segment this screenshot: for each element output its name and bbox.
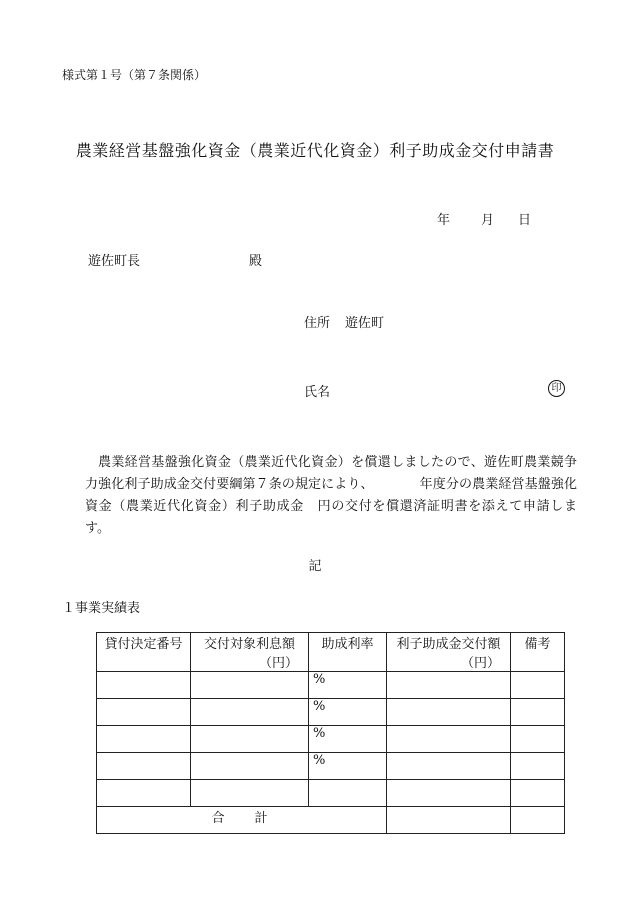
cell[interactable] <box>387 699 511 726</box>
cell[interactable] <box>511 726 565 753</box>
section-title: １事業実績表 <box>62 601 141 616</box>
name-label: 氏名 <box>304 385 331 400</box>
rate-cell[interactable]: % <box>309 672 387 699</box>
cell[interactable] <box>387 672 511 699</box>
date-month: 月 <box>481 213 495 228</box>
cell[interactable] <box>97 726 191 753</box>
total-row <box>97 807 565 834</box>
cell[interactable] <box>387 780 511 807</box>
cell[interactable] <box>191 726 309 753</box>
date-day: 日 <box>518 213 532 228</box>
cell[interactable] <box>97 672 191 699</box>
cell[interactable] <box>511 672 565 699</box>
cell[interactable] <box>511 699 565 726</box>
header-subsidy-rate: 助成利率 <box>309 633 387 672</box>
table-row <box>97 753 565 780</box>
cell[interactable] <box>511 807 565 834</box>
application-body: 農業経営基盤強化資金（農業近代化資金）を償還しましたので、遊佐町農業競争力強化利子助成金交付要綱第７条の規定により、 年度分の農業経営基盤強化資金（農業近代化資金）利子助成金 円の交付を償還済証明書を添えて申請します。 <box>85 455 577 536</box>
total-amount-cell[interactable] <box>387 807 511 834</box>
total-label: 合計 <box>97 807 387 834</box>
table-row <box>97 672 565 699</box>
honorific: 殿 <box>249 254 263 269</box>
cell[interactable] <box>191 672 309 699</box>
cell[interactable] <box>511 780 565 807</box>
cell[interactable] <box>97 780 191 807</box>
cell[interactable] <box>97 699 191 726</box>
cell[interactable] <box>511 753 565 780</box>
cell[interactable] <box>309 780 387 807</box>
header-subsidy-amount: 利子助成金交付額 （円） <box>387 633 511 672</box>
header-interest-amount: 交付対象利息額 （円） <box>191 633 309 672</box>
results-table <box>96 632 565 834</box>
cell[interactable] <box>191 699 309 726</box>
cell[interactable] <box>97 753 191 780</box>
cell[interactable] <box>387 726 511 753</box>
address-label: 住所 <box>304 316 331 331</box>
rate-cell[interactable]: % <box>309 726 387 753</box>
rate-cell[interactable]: % <box>309 753 387 780</box>
table-row <box>97 780 565 807</box>
rate-cell[interactable]: % <box>309 699 387 726</box>
form-number: 様式第１号（第７条関係） <box>62 68 207 82</box>
unit-label: （円） <box>460 656 500 671</box>
address-value: 遊佐町 <box>345 316 385 331</box>
cell[interactable] <box>191 753 309 780</box>
cell[interactable] <box>387 753 511 780</box>
cell[interactable] <box>191 780 309 807</box>
ki-heading: 記 <box>308 559 322 574</box>
header-loan-number: 貸付決定番号 <box>97 633 191 672</box>
date-year: 年 <box>437 213 451 228</box>
table-row <box>97 699 565 726</box>
header-remarks: 備考 <box>511 633 565 672</box>
seal-mark: 印 <box>548 380 565 397</box>
table-row <box>97 726 565 753</box>
unit-label: （円） <box>258 656 298 671</box>
addressee: 遊佐町長 <box>88 254 141 269</box>
table-header-row <box>97 633 565 672</box>
page-title: 農業経営基盤強化資金（農業近代化資金）利子助成金交付申請書 <box>75 141 555 160</box>
